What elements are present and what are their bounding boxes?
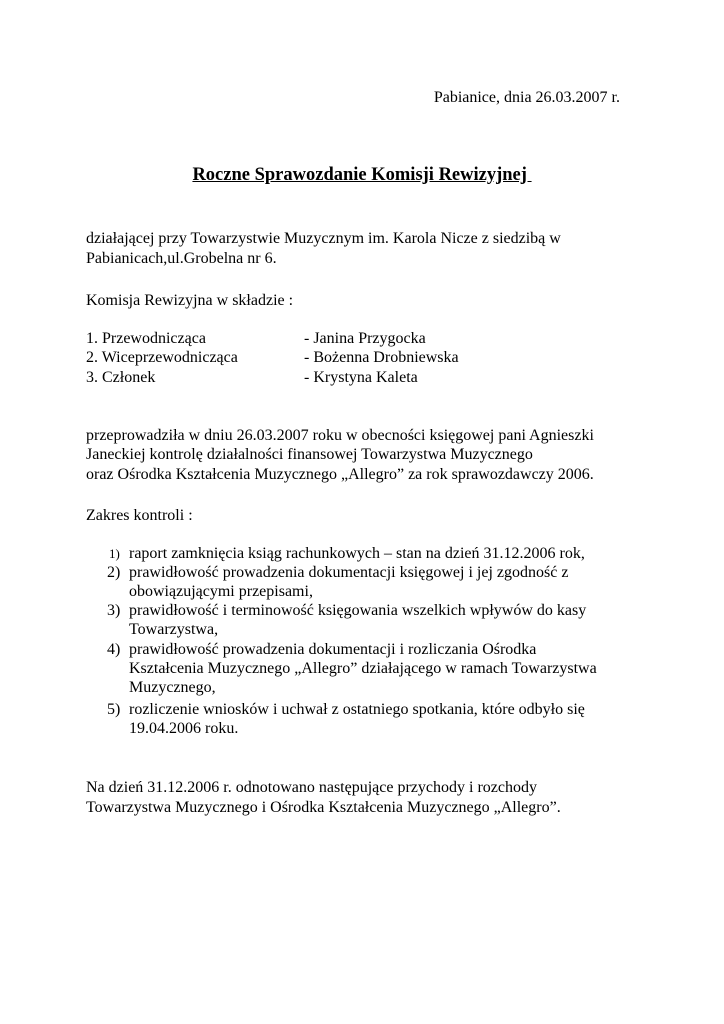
member-role-1: 1. Przewodnicząca bbox=[86, 330, 206, 347]
scope-item-text: obowiązującymi przepisami, bbox=[129, 583, 313, 600]
scope-item-number: 5) bbox=[107, 701, 121, 718]
intro-line-2: Pabianicach,ul.Grobelna nr 6. bbox=[86, 250, 277, 267]
scope-item-text: 19.04.2006 roku. bbox=[129, 720, 239, 737]
scope-heading: Zakres kontroli : bbox=[86, 507, 193, 524]
document-title-text: Roczne Sprawozdanie Komisji Rewizyjnej bbox=[192, 165, 532, 185]
scope-item-text: prawidłowość i terminowość księgowania wszelkich wpływów do kasy bbox=[129, 602, 587, 619]
audit-line-3: oraz Ośrodka Kształcenia Muzycznego „Allegro” za rok sprawozdawczy 2006. bbox=[86, 466, 594, 483]
scope-item-text: Towarzystwa, bbox=[129, 621, 219, 638]
audit-line-2: Janeckiej kontrolę działalności finansowej Towarzystwa Muzycznego bbox=[86, 446, 533, 463]
audit-line-1: przeprowadziła w dniu 26.03.2007 roku w obecności księgowej pani Agnieszki bbox=[86, 427, 594, 444]
place-date: Pabianice, dnia 26.03.2007 r. bbox=[433, 89, 620, 106]
scope-item-text: prawidłowość prowadzenia dokumentacji księgowej i jej zgodność z bbox=[129, 564, 569, 581]
scope-item-text: raport zamknięcia ksiąg rachunkowych – stan na dzień 31.12.2006 rok, bbox=[129, 545, 585, 562]
scope-item-text: Muzycznego, bbox=[129, 679, 216, 696]
committee-heading: Komisja Rewizyjna w składzie : bbox=[86, 292, 294, 309]
scope-item-number: 4) bbox=[107, 641, 121, 658]
member-name-3: - Krystyna Kaleta bbox=[304, 369, 418, 386]
member-name-2: - Bożenna Drobniewska bbox=[304, 349, 459, 366]
member-role-3: 3. Członek bbox=[86, 369, 156, 386]
scope-item-text: prawidłowość prowadzenia dokumentacji i rozliczania Ośrodka bbox=[129, 641, 537, 658]
scope-item-text: rozliczenie wniosków i uchwał z ostatniego spotkania, które odbyło się bbox=[129, 701, 585, 718]
scope-item-text: Kształcenia Muzycznego „Allegro” działającego w ramach Towarzystwa bbox=[129, 660, 597, 677]
summary-line-2: Towarzystwa Muzycznego i Ośrodka Kształcenia Muzycznego „Allegro”. bbox=[86, 799, 561, 816]
scope-item-number: 2) bbox=[107, 564, 121, 581]
member-role-2: 2. Wiceprzewodnicząca bbox=[86, 349, 238, 366]
intro-line-1: działającej przy Towarzystwie Muzycznym im. Karola Nicze z siedzibą w bbox=[86, 230, 561, 247]
document-title bbox=[0, 165, 724, 185]
scope-item-number: 3) bbox=[107, 602, 121, 619]
summary-line-1: Na dzień 31.12.2006 r. odnotowano następujące przychody i rozchody bbox=[86, 779, 537, 796]
scope-item-number: 1) bbox=[109, 546, 120, 561]
member-name-1: - Janina Przygocka bbox=[304, 330, 426, 347]
